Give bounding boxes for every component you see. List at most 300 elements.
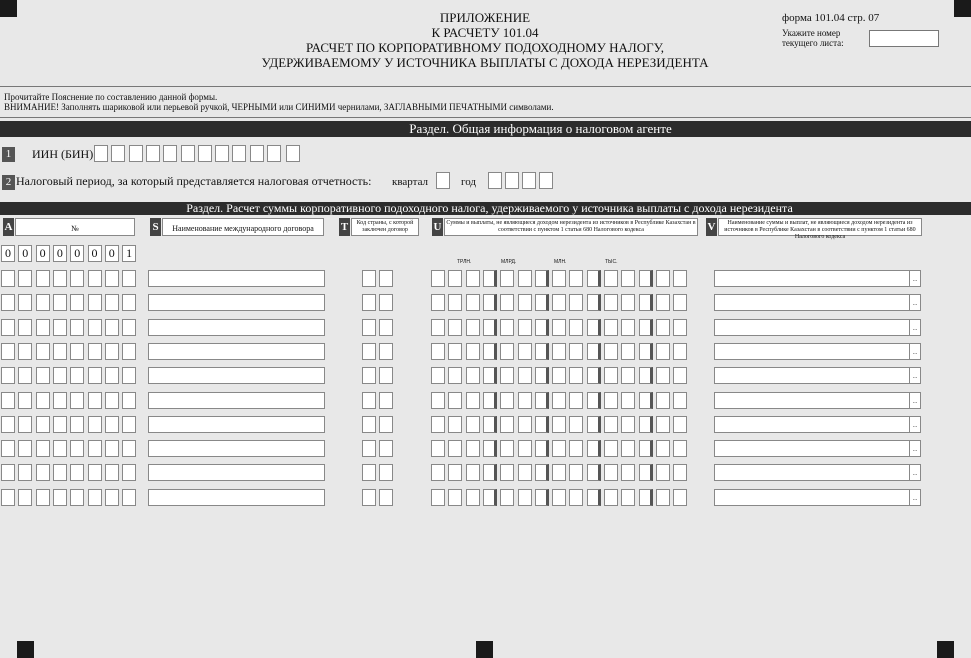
amount-digit-cell[interactable] — [604, 464, 618, 481]
amount-digit-cell[interactable] — [466, 464, 480, 481]
amount-digit-cell[interactable] — [621, 489, 635, 506]
iin-digit-cell[interactable] — [232, 145, 246, 162]
amount-digit-cell[interactable] — [639, 367, 653, 384]
amount-digit-cell[interactable] — [639, 464, 653, 481]
row-number-cell[interactable] — [105, 440, 119, 457]
country-code-cell[interactable] — [362, 440, 376, 457]
amount-digit-cell[interactable] — [656, 294, 670, 311]
quarter-input[interactable] — [436, 172, 450, 189]
treaty-name-input[interactable] — [148, 319, 325, 336]
amount-digit-cell[interactable] — [552, 294, 566, 311]
iin-digit-cell[interactable] — [94, 145, 108, 162]
amount-digit-cell[interactable] — [448, 440, 462, 457]
amount-digit-cell[interactable] — [587, 343, 601, 360]
amount-digit-cell[interactable] — [448, 294, 462, 311]
amount-digit-cell[interactable] — [448, 489, 462, 506]
amount-digit-cell[interactable] — [431, 489, 445, 506]
country-code-cell[interactable] — [379, 294, 393, 311]
row-number-cell[interactable] — [88, 270, 102, 287]
treaty-name-input[interactable] — [148, 489, 325, 506]
amount-digit-cell[interactable] — [466, 392, 480, 409]
amount-digit-cell[interactable] — [639, 440, 653, 457]
treaty-name-input[interactable] — [148, 464, 325, 481]
row-number-cell[interactable] — [88, 489, 102, 506]
treaty-name-input[interactable] — [148, 392, 325, 409]
amount-digit-cell[interactable] — [656, 367, 670, 384]
country-code-cell[interactable] — [379, 392, 393, 409]
amount-digit-cell[interactable] — [500, 489, 514, 506]
amount-digit-cell[interactable] — [569, 343, 583, 360]
amount-digit-cell[interactable] — [569, 294, 583, 311]
row-number-cell[interactable] — [18, 489, 32, 506]
row-number-cell[interactable] — [53, 392, 67, 409]
amount-digit-cell[interactable] — [466, 416, 480, 433]
row-number-cell[interactable] — [122, 367, 136, 384]
country-code-cell[interactable] — [379, 489, 393, 506]
row-number-cell[interactable] — [1, 416, 15, 433]
row-number-cell[interactable] — [18, 416, 32, 433]
sheet-number-input[interactable] — [869, 30, 939, 47]
amount-digit-cell[interactable] — [535, 464, 549, 481]
amount-digit-cell[interactable] — [673, 392, 687, 409]
amount-digit-cell[interactable] — [483, 367, 497, 384]
country-code-cell[interactable] — [362, 294, 376, 311]
row-number-cell[interactable] — [70, 270, 84, 287]
row-number-cell[interactable] — [105, 392, 119, 409]
amount-digit-cell[interactable] — [500, 343, 514, 360]
amount-digit-cell[interactable] — [431, 294, 445, 311]
row-number-cell[interactable] — [1, 367, 15, 384]
amount-digit-cell[interactable] — [483, 319, 497, 336]
amount-digit-cell[interactable] — [500, 367, 514, 384]
amount-digit-cell[interactable] — [604, 489, 618, 506]
country-code-cell[interactable] — [362, 416, 376, 433]
row-number-cell[interactable] — [36, 392, 50, 409]
amount-digit-cell[interactable] — [431, 270, 445, 287]
dropdown-icon[interactable]: ... — [909, 417, 920, 432]
row-number-cell[interactable] — [88, 392, 102, 409]
country-code-cell[interactable] — [379, 270, 393, 287]
amount-digit-cell[interactable] — [552, 464, 566, 481]
row-number-cell[interactable] — [18, 464, 32, 481]
registration-mark-bottom-left — [17, 641, 34, 658]
amount-digit-cell[interactable] — [535, 270, 549, 287]
row-number-cell[interactable] — [70, 294, 84, 311]
treaty-name-input[interactable] — [148, 294, 325, 311]
amount-digit-cell[interactable] — [448, 392, 462, 409]
amount-digit-cell[interactable] — [448, 270, 462, 287]
amount-digit-cell[interactable] — [621, 416, 635, 433]
amount-digit-cell[interactable] — [621, 464, 635, 481]
amount-digit-cell[interactable] — [604, 440, 618, 457]
iin-digit-cell[interactable] — [198, 145, 212, 162]
dropdown-icon[interactable]: ... — [909, 490, 920, 505]
amount-digit-cell[interactable] — [483, 489, 497, 506]
amount-digit-cell[interactable] — [569, 319, 583, 336]
iin-digit-cell[interactable] — [163, 145, 177, 162]
amount-digit-cell[interactable] — [518, 416, 532, 433]
iin-digit-cell[interactable] — [215, 145, 229, 162]
payment-name-select[interactable] — [714, 367, 921, 384]
amount-digit-cell[interactable] — [518, 392, 532, 409]
row-number-cell[interactable] — [18, 294, 32, 311]
amount-digit-cell[interactable] — [483, 416, 497, 433]
amount-digit-cell[interactable] — [673, 489, 687, 506]
row-number-cell[interactable] — [88, 343, 102, 360]
amount-digit-cell[interactable] — [518, 440, 532, 457]
amount-digit-cell[interactable] — [483, 270, 497, 287]
amount-digit-cell[interactable] — [604, 270, 618, 287]
row-number-cell[interactable] — [36, 416, 50, 433]
amount-digit-cell[interactable] — [552, 367, 566, 384]
amount-digit-cell[interactable] — [569, 270, 583, 287]
amount-digit-cell[interactable] — [587, 367, 601, 384]
amount-digit-cell[interactable] — [569, 489, 583, 506]
country-code-cell[interactable] — [362, 319, 376, 336]
amount-digit-cell[interactable] — [587, 464, 601, 481]
amount-digit-cell[interactable] — [656, 319, 670, 336]
amount-digit-cell[interactable] — [587, 319, 601, 336]
row-number-cell[interactable] — [105, 416, 119, 433]
amount-digit-cell[interactable] — [673, 367, 687, 384]
iin-digit-cell[interactable] — [129, 145, 143, 162]
row-number-cell[interactable] — [36, 489, 50, 506]
amount-digit-cell[interactable] — [483, 343, 497, 360]
amount-digit-cell[interactable] — [518, 294, 532, 311]
amount-digit-cell[interactable] — [500, 294, 514, 311]
amount-digit-cell[interactable] — [535, 343, 549, 360]
row-number-cell[interactable] — [36, 367, 50, 384]
treaty-name-input[interactable] — [148, 367, 325, 384]
amount-digit-cell[interactable] — [587, 416, 601, 433]
row-number-cell[interactable] — [88, 464, 102, 481]
row-number-cell[interactable] — [53, 270, 67, 287]
amount-digit-cell[interactable] — [587, 294, 601, 311]
amount-digit-cell[interactable] — [466, 440, 480, 457]
row-number-cell[interactable] — [70, 416, 84, 433]
amount-digit-cell[interactable] — [535, 319, 549, 336]
amount-digit-cell[interactable] — [500, 416, 514, 433]
amount-digit-cell[interactable] — [587, 270, 601, 287]
amount-digit-cell[interactable] — [466, 270, 480, 287]
country-code-cell[interactable] — [362, 270, 376, 287]
row-number-cell[interactable] — [122, 489, 136, 506]
amount-digit-cell[interactable] — [673, 270, 687, 287]
amount-digit-cell[interactable] — [552, 343, 566, 360]
payment-name-select[interactable] — [714, 270, 921, 287]
country-code-cell[interactable] — [379, 464, 393, 481]
row-number-cell[interactable] — [122, 392, 136, 409]
amount-digit-cell[interactable] — [621, 440, 635, 457]
dropdown-icon[interactable]: ... — [909, 295, 920, 310]
amount-digit-cell[interactable] — [483, 392, 497, 409]
amount-digit-cell[interactable] — [431, 343, 445, 360]
amount-digit-cell[interactable] — [673, 319, 687, 336]
amount-digit-cell[interactable] — [569, 367, 583, 384]
country-code-cell[interactable] — [379, 367, 393, 384]
amount-digit-cell[interactable] — [604, 343, 618, 360]
amount-digit-cell[interactable] — [518, 489, 532, 506]
amount-digit-cell[interactable] — [448, 319, 462, 336]
amount-digit-cell[interactable] — [552, 416, 566, 433]
row-number-cell[interactable] — [36, 294, 50, 311]
country-code-cell[interactable] — [362, 464, 376, 481]
year-digit-cell[interactable] — [522, 172, 536, 189]
amount-digit-cell[interactable] — [431, 416, 445, 433]
amount-digit-cell[interactable] — [604, 319, 618, 336]
row-number-cell[interactable] — [53, 319, 67, 336]
row-number-cell[interactable] — [36, 464, 50, 481]
amount-digit-cell[interactable] — [673, 343, 687, 360]
row-number-cell[interactable] — [70, 319, 84, 336]
row-number-cell[interactable] — [18, 343, 32, 360]
amount-digit-cell[interactable] — [518, 367, 532, 384]
amount-digit-cell[interactable] — [448, 416, 462, 433]
amount-digit-cell[interactable] — [656, 489, 670, 506]
row-number-cell[interactable] — [70, 440, 84, 457]
year-digit-cell[interactable] — [505, 172, 519, 189]
row-number-cell[interactable] — [70, 489, 84, 506]
amount-digit-cell[interactable] — [466, 319, 480, 336]
amount-digit-cell[interactable] — [621, 367, 635, 384]
payment-name-select[interactable] — [714, 319, 921, 336]
amount-digit-cell[interactable] — [673, 440, 687, 457]
amount-digit-cell[interactable] — [535, 367, 549, 384]
amount-digit-cell[interactable] — [535, 392, 549, 409]
treaty-name-input[interactable] — [148, 440, 325, 457]
row-number-cell[interactable] — [105, 294, 119, 311]
iin-digit-cell[interactable] — [267, 145, 281, 162]
row-number-cell[interactable] — [18, 367, 32, 384]
amount-digit-cell[interactable] — [535, 294, 549, 311]
amount-digit-cell[interactable] — [656, 464, 670, 481]
amount-digit-cell[interactable] — [639, 270, 653, 287]
dropdown-icon[interactable]: ... — [909, 271, 920, 286]
amount-digit-cell[interactable] — [552, 392, 566, 409]
row-number-cell[interactable] — [122, 294, 136, 311]
dropdown-icon[interactable]: ... — [909, 368, 920, 383]
row-number-cell[interactable] — [105, 270, 119, 287]
amount-digit-cell[interactable] — [483, 440, 497, 457]
amount-digit-cell[interactable] — [448, 464, 462, 481]
amount-digit-cell[interactable] — [621, 294, 635, 311]
row-number-cell[interactable] — [122, 464, 136, 481]
country-code-cell[interactable] — [362, 392, 376, 409]
country-code-cell[interactable] — [379, 440, 393, 457]
amount-digit-cell[interactable] — [656, 416, 670, 433]
amount-digit-cell[interactable] — [500, 392, 514, 409]
iin-digit-cell[interactable] — [181, 145, 195, 162]
treaty-name-input[interactable] — [148, 270, 325, 287]
amount-digit-cell[interactable] — [500, 270, 514, 287]
row-number-cell[interactable] — [105, 343, 119, 360]
row-number-cell[interactable] — [36, 270, 50, 287]
amount-digit-cell[interactable] — [639, 294, 653, 311]
amount-digit-cell[interactable] — [587, 392, 601, 409]
amount-digit-cell[interactable] — [639, 416, 653, 433]
iin-digit-cell[interactable] — [250, 145, 264, 162]
amount-digit-cell[interactable] — [621, 343, 635, 360]
row-number-cell[interactable] — [88, 319, 102, 336]
row-number-cell[interactable] — [1, 392, 15, 409]
amount-digit-cell[interactable] — [604, 367, 618, 384]
row-number-cell[interactable] — [53, 416, 67, 433]
amount-digit-cell[interactable] — [518, 270, 532, 287]
amount-digit-cell[interactable] — [639, 319, 653, 336]
row-number-cell[interactable] — [1, 489, 15, 506]
row-number-cell[interactable] — [70, 392, 84, 409]
country-code-cell[interactable] — [362, 343, 376, 360]
amount-digit-cell[interactable] — [500, 440, 514, 457]
row-number-cell[interactable] — [18, 392, 32, 409]
amount-digit-cell[interactable] — [500, 319, 514, 336]
amount-digit-cell[interactable] — [448, 367, 462, 384]
amount-digit-cell[interactable] — [431, 367, 445, 384]
row-number-cell[interactable] — [88, 440, 102, 457]
amount-digit-cell[interactable] — [621, 319, 635, 336]
row-number-cell[interactable] — [1, 294, 15, 311]
row-number-cell[interactable] — [18, 319, 32, 336]
amount-digit-cell[interactable] — [466, 294, 480, 311]
year-digit-cell[interactable] — [539, 172, 553, 189]
dropdown-icon[interactable]: ... — [909, 320, 920, 335]
country-code-cell[interactable] — [362, 367, 376, 384]
amount-digit-cell[interactable] — [552, 319, 566, 336]
row-number-cell[interactable] — [105, 319, 119, 336]
row-number-cell[interactable] — [122, 416, 136, 433]
amount-digit-cell[interactable] — [448, 343, 462, 360]
dropdown-icon[interactable]: ... — [909, 465, 920, 480]
amount-digit-cell[interactable] — [569, 416, 583, 433]
row-number-cell[interactable] — [1, 343, 15, 360]
amount-digit-cell[interactable] — [639, 392, 653, 409]
amount-digit-cell[interactable] — [569, 392, 583, 409]
amount-digit-cell[interactable] — [673, 416, 687, 433]
country-code-cell[interactable] — [362, 489, 376, 506]
amount-digit-cell[interactable] — [604, 294, 618, 311]
row-number-cell[interactable] — [1, 319, 15, 336]
row-number-cell[interactable] — [122, 440, 136, 457]
treaty-name-input[interactable] — [148, 343, 325, 360]
payment-name-select[interactable] — [714, 416, 921, 433]
row-number-cell[interactable] — [1, 440, 15, 457]
row-number-cell[interactable] — [105, 464, 119, 481]
amount-digit-cell[interactable] — [656, 343, 670, 360]
row-number-cell[interactable] — [122, 343, 136, 360]
amount-digit-cell[interactable] — [431, 319, 445, 336]
year-digit-cell[interactable] — [488, 172, 502, 189]
amount-digit-cell[interactable] — [535, 489, 549, 506]
amount-digit-cell[interactable] — [569, 440, 583, 457]
payment-name-select[interactable] — [714, 489, 921, 506]
row-number-cell[interactable] — [88, 294, 102, 311]
row-number-cell[interactable] — [53, 464, 67, 481]
iin-digit-cell[interactable] — [286, 145, 300, 162]
payment-name-select[interactable] — [714, 392, 921, 409]
row-number-cell[interactable] — [88, 367, 102, 384]
country-code-cell[interactable] — [379, 343, 393, 360]
amount-digit-cell[interactable] — [656, 392, 670, 409]
amount-digit-cell[interactable] — [673, 464, 687, 481]
row-number-cell[interactable] — [53, 367, 67, 384]
amount-digit-cell[interactable] — [587, 489, 601, 506]
row-number-cell[interactable] — [70, 343, 84, 360]
amount-digit-cell[interactable] — [587, 440, 601, 457]
row-number-cell[interactable] — [70, 367, 84, 384]
amount-digit-cell[interactable] — [518, 464, 532, 481]
payment-name-select[interactable] — [714, 464, 921, 481]
amount-digit-cell[interactable] — [552, 270, 566, 287]
country-code-cell[interactable] — [379, 416, 393, 433]
amount-digit-cell[interactable] — [431, 392, 445, 409]
amount-digit-cell[interactable] — [656, 270, 670, 287]
amount-digit-cell[interactable] — [500, 464, 514, 481]
iin-digit-cell[interactable] — [111, 145, 125, 162]
payment-name-select[interactable] — [714, 343, 921, 360]
registration-mark-bottom-center — [476, 641, 493, 658]
amount-digit-cell[interactable] — [604, 392, 618, 409]
payment-name-select[interactable] — [714, 294, 921, 311]
amount-digit-cell[interactable] — [639, 489, 653, 506]
row-number-cell[interactable] — [53, 343, 67, 360]
amount-digit-cell[interactable] — [552, 440, 566, 457]
row-number-cell[interactable] — [53, 489, 67, 506]
dropdown-icon[interactable]: ... — [909, 441, 920, 456]
amount-digit-cell[interactable] — [621, 392, 635, 409]
amount-digit-cell[interactable] — [535, 416, 549, 433]
row-number-cell[interactable] — [1, 464, 15, 481]
row-number-cell[interactable] — [105, 489, 119, 506]
amount-digit-cell[interactable] — [639, 343, 653, 360]
row-number-cell[interactable] — [105, 367, 119, 384]
row-number-cell[interactable] — [36, 343, 50, 360]
iin-digit-cell[interactable] — [146, 145, 160, 162]
amount-digit-cell[interactable] — [552, 489, 566, 506]
row-number-cell[interactable] — [36, 440, 50, 457]
row-number-cell[interactable] — [122, 319, 136, 336]
amount-digit-cell[interactable] — [604, 416, 618, 433]
amount-digit-cell[interactable] — [431, 464, 445, 481]
row-number-cell[interactable] — [88, 416, 102, 433]
amount-digit-cell[interactable] — [483, 464, 497, 481]
amount-digit-cell[interactable] — [518, 343, 532, 360]
country-code-cell[interactable] — [379, 319, 393, 336]
amount-digit-cell[interactable] — [466, 343, 480, 360]
amount-digit-cell[interactable] — [621, 270, 635, 287]
row-number-cell[interactable] — [122, 270, 136, 287]
row-number-cell[interactable] — [18, 440, 32, 457]
amount-digit-cell[interactable] — [483, 294, 497, 311]
treaty-name-input[interactable] — [148, 416, 325, 433]
dropdown-icon[interactable]: ... — [909, 393, 920, 408]
amount-digit-cell[interactable] — [466, 367, 480, 384]
row-number-cell[interactable] — [1, 270, 15, 287]
row-number-cell[interactable] — [53, 440, 67, 457]
amount-digit-cell[interactable] — [466, 489, 480, 506]
row-number-cell[interactable] — [53, 294, 67, 311]
amount-digit-cell[interactable] — [656, 440, 670, 457]
dropdown-icon[interactable]: ... — [909, 344, 920, 359]
amount-digit-cell[interactable] — [535, 440, 549, 457]
amount-digit-cell[interactable] — [431, 440, 445, 457]
amount-digit-cell[interactable] — [673, 294, 687, 311]
row-number-cell[interactable] — [18, 270, 32, 287]
amount-digit-cell[interactable] — [569, 464, 583, 481]
payment-name-select[interactable] — [714, 440, 921, 457]
row-number-cell[interactable] — [36, 319, 50, 336]
row-number-cell[interactable] — [70, 464, 84, 481]
amount-digit-cell[interactable] — [518, 319, 532, 336]
